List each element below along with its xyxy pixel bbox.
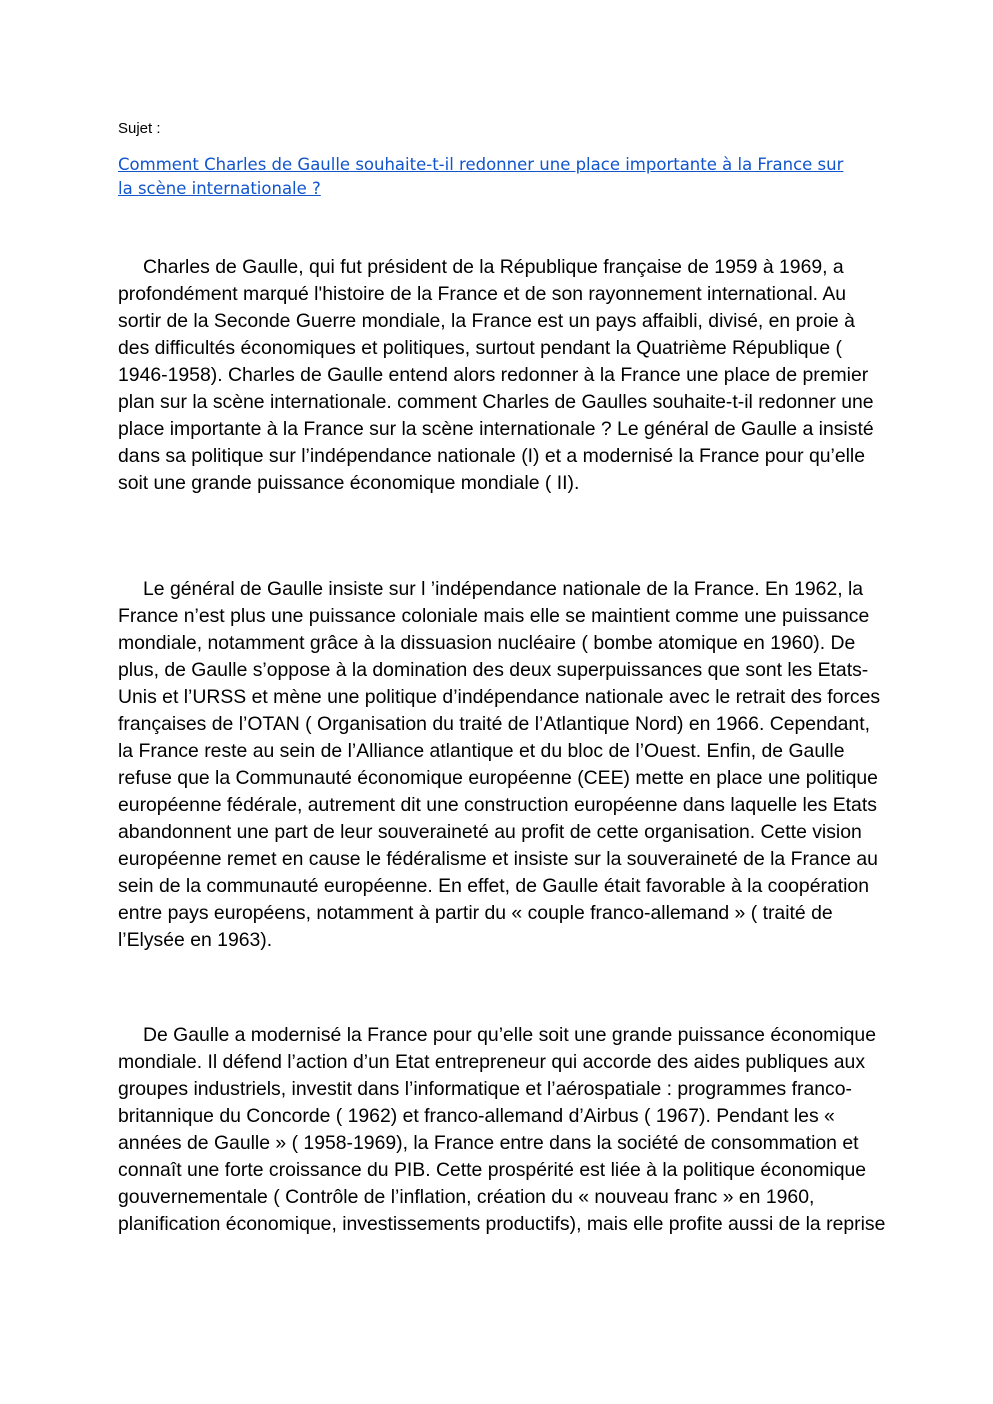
subject-label: Sujet :	[118, 120, 161, 137]
introduction-paragraph: Charles de Gaulle, qui fut président de la République française de 1959 à 1969, a profondément marqué l'histoire de la France et de son rayonnement international. Au sortir de la Seconde Guerre mondiale, la France est un pays affaibli, divisé, en proie à des difficultés économiques et politiques, surtout pendant la Quatrième République ( 1946-1958). Charles de Gaulle entend alors redonner à la France une place de premier plan sur la scène internationale. comment Charles de Gaulles souhaite-t-il redonner une place importante à la France sur la scène internationale ? Le général de Gaulle a insisté dans sa politique sur l’indépendance nationale (I) et a modernisé la France pour qu’elle soit une grande puissance économique mondiale ( II).	[118, 256, 874, 494]
body-paragraph-independence: Le général de Gaulle insiste sur l ’indépendance nationale de la France. En 1962, la France n’est plus une puissance coloniale mais elle se maintient comme une puissance mondiale, notamment grâce à la dissuasion nucléaire ( bombe atomique en 1960). De plus, de Gaulle s’oppose à la domination des deux superpuissances que sont les Etats-Unis et l’URSS et mène une politique d’indépendance nationale avec le retrait des forces françaises de l’OTAN ( Organisation du traité de l’Atlantique Nord) en 1966. Cependant, la France reste au sein de l’Alliance atlantique et du bloc de l’Ouest. Enfin, de Gaulle refuse que la Communauté économique européenne (CEE) mette en place une politique européenne fédérale, autrement dit une construction européenne dans laquelle les Etats abandonnent une part de leur souveraineté au profit de cette organisation. Cette vision européenne remet en cause le fédéralisme et insiste sur la souveraineté de la France au sein de la communauté européenne. En effet, de Gaulle était favorable à la coopération entre pays européens, notamment à partir du « couple franco-allemand » ( traité de l’Elysée en 1963).	[118, 578, 881, 951]
subject-question-link[interactable]: Comment Charles de Gaulle souhaite-t-il redonner une place importante à la France sur la scène internationale ?	[118, 155, 844, 198]
body-paragraph-modernisation: De Gaulle a modernisé la France pour qu’elle soit une grande puissance économique mondiale. Il défend l’action d’un Etat entrepreneur qui accorde des aides publiques aux groupes industriels, investit dans l’informatique et l’aérospatiale : programmes franco-britannique du Concorde ( 1962) et franco-allemand d’Airbus ( 1967). Pendant les « années de Gaulle » ( 1958-1969), la France entre dans la société de consommation et connaît une forte croissance du PIB. Cette prospérité est liée à la politique économique gouvernementale ( Contrôle de l’inflation, création du « nouveau franc » en 1960, planification économique, investissements productifs), mais elle profite aussi de la reprise	[118, 1024, 886, 1235]
